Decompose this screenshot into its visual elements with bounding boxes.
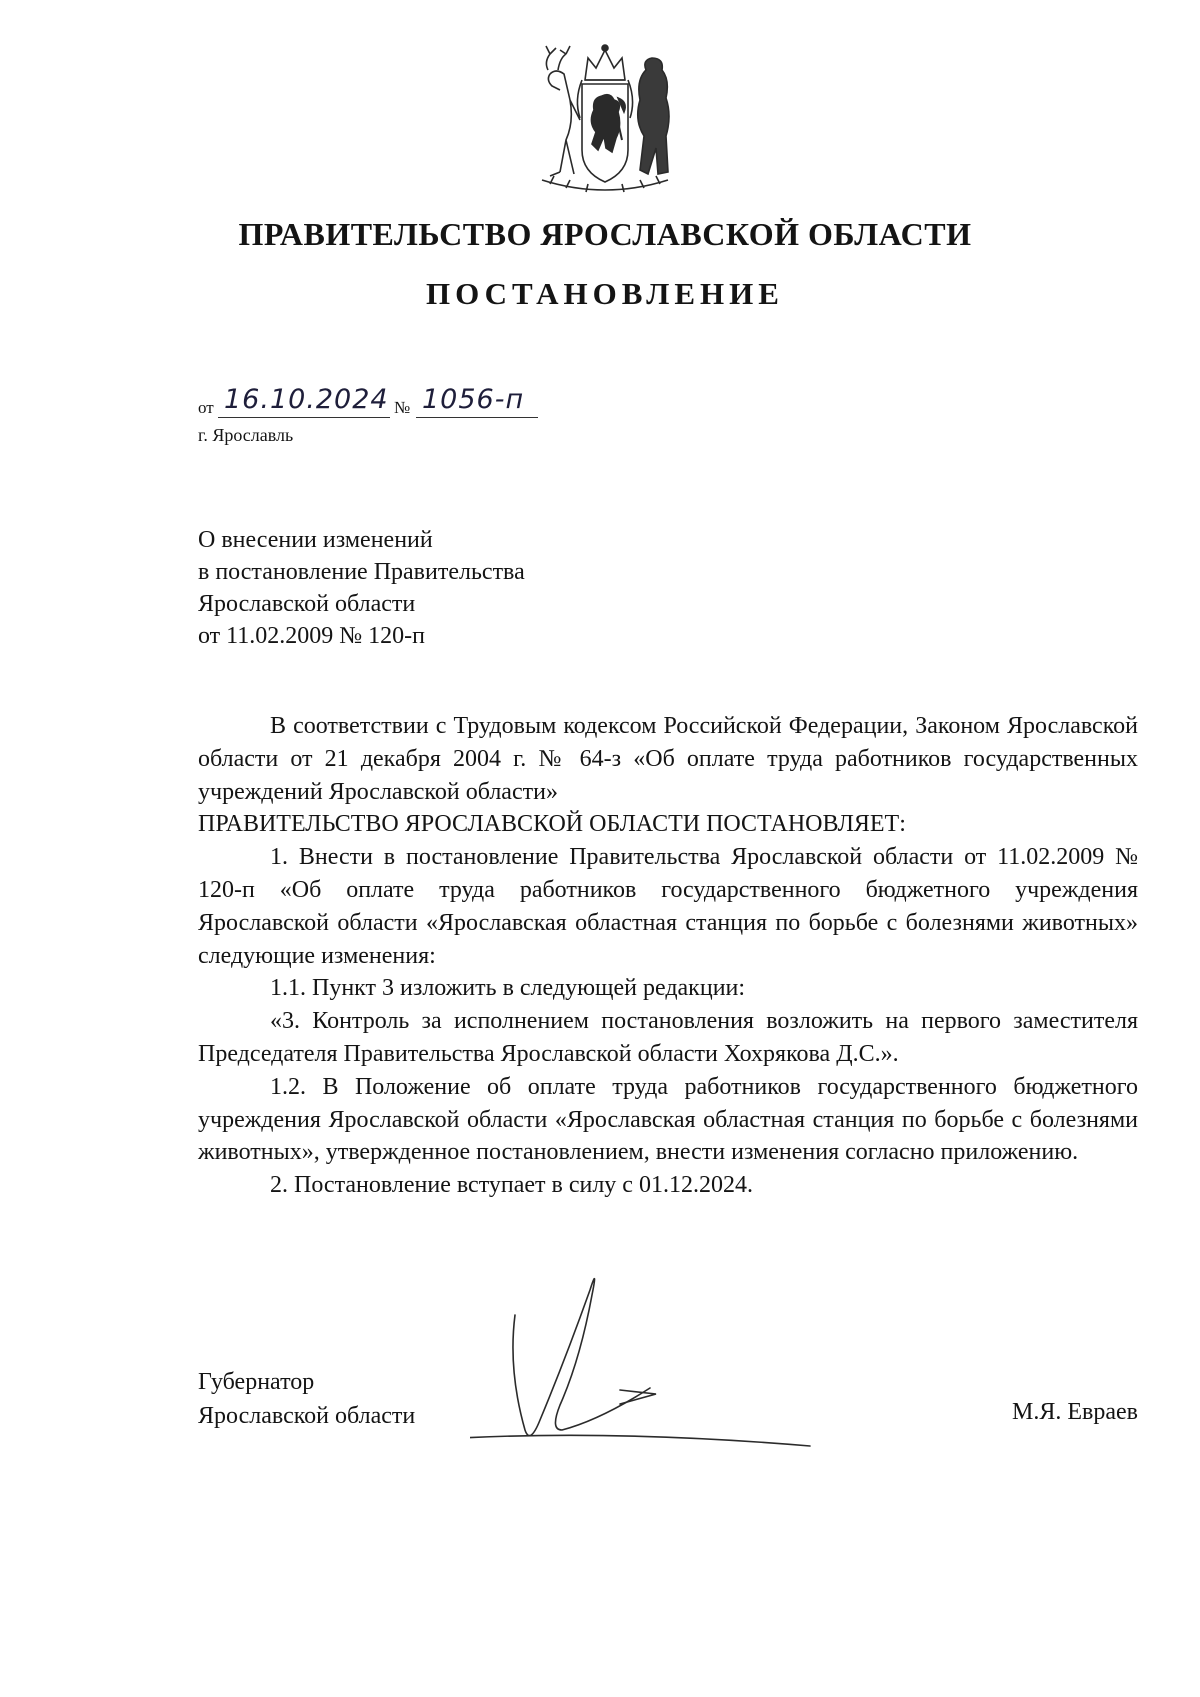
- signatory-position: [198, 1365, 415, 1433]
- subject-line: в постановление Правительства: [198, 559, 525, 585]
- city: г. Ярославль: [198, 425, 294, 445]
- handwritten-date: 16.10.2024: [224, 384, 389, 415]
- clause-1: 1. Внести в постановление Правительства Ярославской области от 11.02.2009 № 120-п «Об оплате труда работников государственного бюджетного учреждения Ярославской области «Ярославская областная станция по борьбе с болезнями животных» следующие изменения:: [198, 844, 1138, 969]
- subject-line: О внесении изменений: [198, 527, 433, 553]
- registration-line: [198, 384, 618, 422]
- handwritten-number: 1056-п: [422, 384, 525, 415]
- signatory-name: М.Я. Евраев: [1012, 1399, 1138, 1425]
- document-body: [198, 710, 1138, 1202]
- subject-line: от 11.02.2009 № 120-п: [198, 623, 426, 649]
- organization-title: ПРАВИТЕЛЬСТВО ЯРОСЛАВСКОЙ ОБЛАСТИ: [238, 216, 972, 252]
- document-type: ПОСТАНОВЛЕНИЕ: [426, 276, 784, 311]
- position-line: Ярославской области: [198, 1403, 416, 1429]
- number-underline: [416, 417, 538, 418]
- clause-1-1-text: «3. Контроль за исполнением постановления возложить на первого заместителя Председателя Правительства Ярославской области Хохрякова Д.С.».: [198, 1008, 1138, 1067]
- clause-1-1: 1.1. Пункт 3 изложить в следующей редакции:: [270, 975, 746, 1002]
- handwritten-signature-icon: [470, 1270, 890, 1455]
- document-subject: [198, 524, 525, 652]
- position-line: Губернатор: [198, 1369, 315, 1395]
- resolution-heading: ПРАВИТЕЛЬСТВО ЯРОСЛАВСКОЙ ОБЛАСТИ ПОСТАНОВЛЯЕТ:: [198, 811, 906, 838]
- coat-of-arms-icon: [530, 40, 680, 200]
- clause-2: 2. Постановление вступает в силу с 01.12.2024.: [270, 1172, 753, 1199]
- date-underline: [218, 417, 390, 418]
- number-prefix: №: [394, 398, 411, 417]
- date-prefix: от: [198, 398, 214, 417]
- preamble-paragraph: В соответствии с Трудовым кодексом Российской Федерации, Законом Ярославской области от 21 декабря 2004 г. № 64-з «Об оплате труда работников государственных учреждений Ярославской области»: [198, 713, 1138, 805]
- clause-1-2: 1.2. В Положение об оплате труда работников государственного бюджетного учреждения Ярославской области «Ярославская областная станция по борьбе с болезнями животных», утвержденное постановлением, внести изменения согласно приложению.: [198, 1073, 1138, 1166]
- subject-line: Ярославской области: [198, 591, 416, 617]
